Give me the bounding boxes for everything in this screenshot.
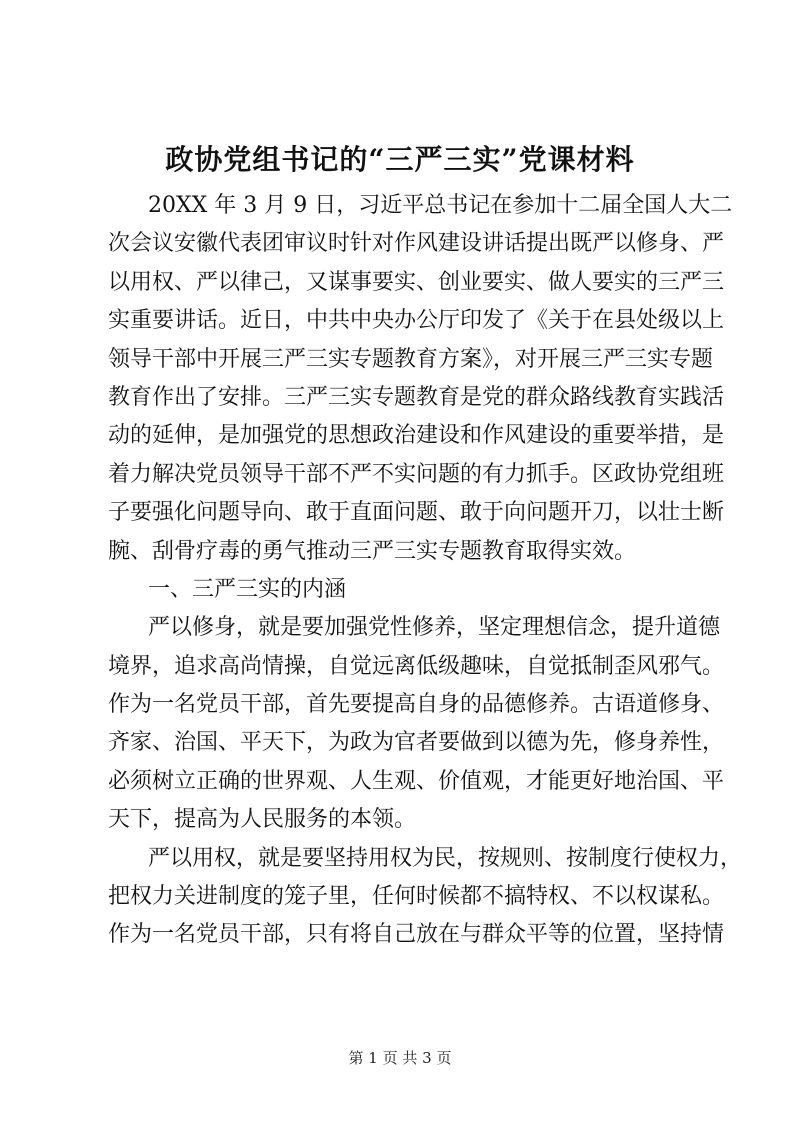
paragraph-line: 必须树立正确的世界观、人生观、价值观，才能更好地治国、平 bbox=[108, 768, 725, 794]
paragraph-line: 实重要讲话。近日，中共中央办公厅印发了《关于在县处级以上 bbox=[108, 308, 725, 334]
paragraph-line: 20XX 年 3 月 9 日，习近平总书记在参加十二届全国人大二 bbox=[148, 193, 733, 218]
paragraph-line: 动的延伸，是加强党的思想政治建设和作风建设的重要举措，是 bbox=[108, 423, 725, 449]
paragraph-line: 天下，提高为人民服务的本领。 bbox=[108, 807, 417, 833]
paragraph-line: 严以用权，就是要坚持用权为民，按规则、按制度行使权力， bbox=[148, 845, 743, 871]
page-number: 第 1 页 共 3 页 bbox=[348, 1049, 452, 1067]
paragraph-line: 把权力关进制度的笼子里，任何时候都不搞特权、不以权谋私。 bbox=[108, 884, 725, 910]
paragraph-line: 境界，追求高尚情操，自觉远离低级趣味，自觉抵制歪风邪气。 bbox=[108, 653, 725, 679]
paragraph-line: 以用权、严以律己，又谋事要实、创业要实、做人要实的三严三 bbox=[108, 269, 725, 295]
paragraph-line: 子要强化问题导向、敢于直面问题、敢于向问题开刀，以壮士断 bbox=[108, 500, 725, 526]
document-body bbox=[108, 187, 743, 955]
paragraph-line: 作为一名党员干部，只有将自己放在与群众平等的位置，坚持情 bbox=[108, 922, 725, 948]
paragraph-line: 严以修身，就是要加强党性修养，坚定理想信念，提升道德 bbox=[148, 615, 721, 641]
paragraph-line: 腕、刮骨疗毒的勇气推动三严三实专题教育取得实效。 bbox=[108, 538, 637, 564]
section-heading: 一、三严三实的内涵 bbox=[148, 576, 347, 602]
paragraph-line: 领导干部中开展三严三实专题教育方案》，对开展三严三实专题 bbox=[108, 346, 714, 372]
paragraph-line: 教育作出了安排。三严三实专题教育是党的群众路线教育实践活 bbox=[108, 384, 725, 410]
paragraph-line: 齐家、治国、平天下，为政为官者要做到以德为先，修身养性， bbox=[108, 730, 725, 756]
paragraph-line: 作为一名党员干部，首先要提高自身的品德修养。古语道修身、 bbox=[108, 692, 725, 718]
paragraph-line: 次会议安徽代表团审议时针对作风建设讲话提出既严以修身、严 bbox=[108, 231, 725, 257]
document-title: 政协党组书记的“三严三实”党课材料 bbox=[165, 143, 635, 176]
paragraph-line: 着力解决党员领导干部不严不实问题的有力抓手。区政协党组班 bbox=[108, 461, 725, 487]
